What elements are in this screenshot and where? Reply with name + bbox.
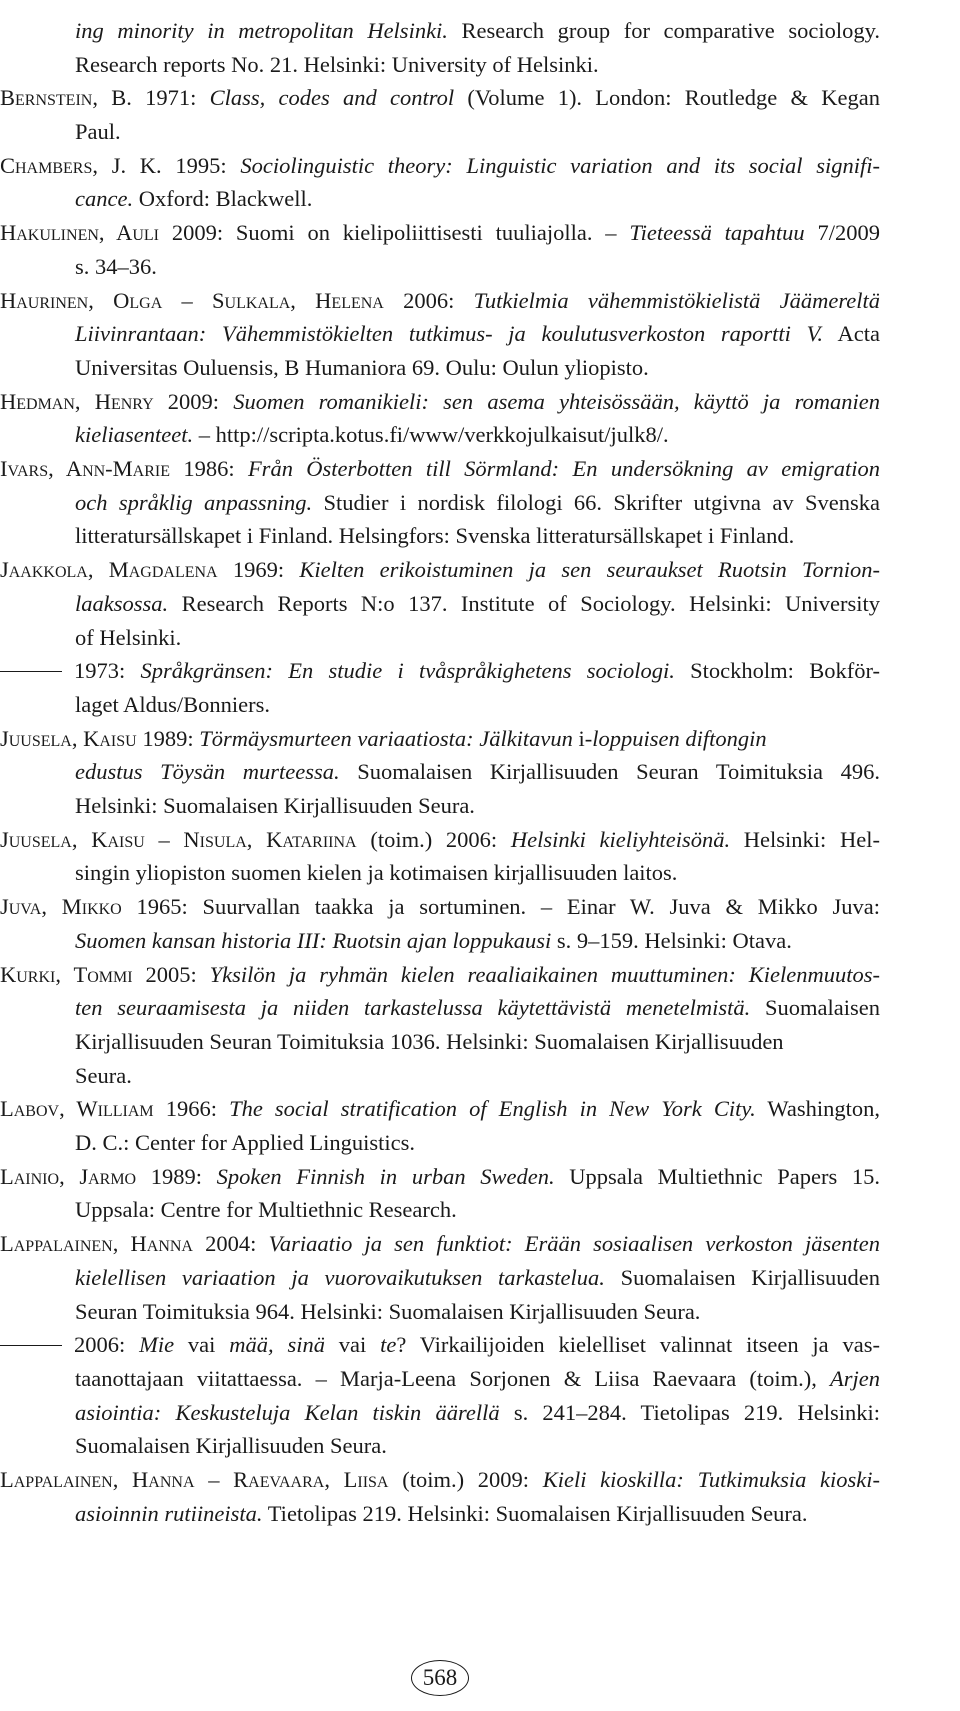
line-text: [0, 654, 880, 688]
citation-text: Studier i nordisk filologi 66. Skrifter utgivna av Svenska: [312, 489, 880, 515]
title-text: laaksossa.: [75, 590, 169, 616]
title-text: Suomen romanikieli: sen asema yhteisössään, käyttö ja romanien: [233, 388, 880, 414]
line-text: [75, 1429, 387, 1463]
citation-text: taanottajaan viitattaessa. – Marja-Leena Sorjonen & Liisa Raevaara (toim.),: [75, 1365, 830, 1391]
citation-text: 1989:: [136, 1163, 217, 1189]
citation-text: s. 241–284. Tietolipas 219. Helsinki:: [499, 1399, 880, 1425]
entry-line: [75, 1059, 880, 1093]
line-text: [75, 587, 880, 621]
citation-text: 1965: Suurvallan taakka ja sortuminen. – Einar W. Juva & Mikko Juva:: [121, 894, 881, 920]
line-text: [0, 81, 880, 115]
entry-line: [75, 1429, 880, 1463]
title-text: cance.: [75, 186, 134, 212]
line-text: [0, 1227, 880, 1261]
citation-text: Helsinki: Hel-: [730, 826, 880, 852]
citation-text: 1986:: [170, 456, 248, 482]
title-text: ing minority in metropolitan Helsinki.: [75, 18, 448, 43]
author-name: Jaakkola, Magdalena: [0, 557, 218, 583]
title-text: Spoken Finnish in urban Sweden.: [216, 1163, 555, 1189]
citation-text: Research Reports N:o 137. Institute of Sociology. Helsinki: University: [168, 590, 880, 616]
citation-text: s. 34–36.: [75, 253, 157, 279]
title-text: kieliasenteet.: [75, 422, 194, 448]
entry-line: [0, 1092, 880, 1126]
author-name: Labov, William: [0, 1096, 154, 1122]
citation-text: (toim.) 2006:: [356, 826, 511, 852]
title-text: Liivinrantaan: Vähemmistökielten tutkimus- ja koulutusverkoston raportti V.: [75, 321, 824, 347]
line-text: [75, 1261, 880, 1295]
author-name: Juva, Mikko: [0, 894, 122, 920]
title-text: och språklig anpassning.: [75, 489, 313, 515]
author-name: Hedman, Henry: [0, 388, 154, 414]
citation-text: 2005:: [132, 961, 210, 987]
title-text: asiointia: Keskusteluja Kelan tiskin äärellä: [75, 1399, 500, 1425]
citation-text: Kirjallisuuden Seuran Toimituksia 1036. Helsinki: Suomalaisen Kirjallisuuden: [75, 1028, 784, 1054]
line-text: [75, 1025, 784, 1059]
title-text: loppuisen diftongin: [592, 725, 767, 751]
line-text: [0, 823, 880, 857]
entry-line: [75, 755, 880, 789]
citation-text: Stockholm: Bokför-: [674, 658, 880, 684]
line-text: [75, 856, 677, 890]
entry-line: [75, 351, 880, 385]
citation-text: s. 9–159. Helsinki: Otava.: [551, 927, 792, 953]
entry-line: [75, 250, 880, 284]
entry-line: [75, 688, 880, 722]
title-text: Tieteessä tapahtuu: [629, 220, 805, 246]
citation-text: Suomalaisen Kirjallisuuden Seuran Toimituksia 496.: [339, 759, 880, 785]
author-name: Haurinen, Olga – Sulkala, Helena: [0, 287, 384, 313]
citation-text: 1973:: [74, 658, 141, 684]
line-text: [0, 1160, 880, 1194]
entry-line: [0, 1160, 880, 1194]
line-text: [0, 1463, 880, 1497]
entry-line: [75, 14, 880, 48]
citation-text: 2006:: [74, 1332, 140, 1358]
author-name: Juusela, Kaisu: [0, 725, 137, 751]
entry-line: [75, 587, 880, 621]
citation-text: 1989:: [136, 725, 200, 751]
title-text: Mie: [139, 1332, 175, 1358]
citation-text: 2004:: [192, 1231, 269, 1257]
entry-line: [75, 789, 880, 823]
entry-line: [75, 1193, 880, 1227]
citation-text: D. C.: Center for Applied Linguistics.: [75, 1130, 415, 1156]
entry-line: [75, 317, 880, 351]
line-text: [75, 991, 880, 1025]
repeat-author-dash: [0, 1345, 62, 1346]
citation-text: Universitas Ouluensis, B Humaniora 69. Oulu: Oulun yliopisto.: [75, 354, 649, 380]
title-text: asioinnin rutiineista.: [75, 1500, 263, 1526]
line-text: [0, 958, 880, 992]
page-number: 568: [411, 1660, 469, 1696]
citation-text: Seura.: [75, 1062, 132, 1088]
title-text: Kieli kioskilla: Tutkimuksia kioski-: [542, 1467, 880, 1493]
line-text: [0, 722, 767, 756]
author-name: Chambers, J. K.: [0, 152, 162, 178]
line-text: [75, 1193, 457, 1227]
line-text: [75, 1295, 700, 1329]
entry-line: [75, 1025, 880, 1059]
title-text: Variaatio ja sen funktiot: Erään sosiaalisen verkoston jäsenten: [268, 1231, 880, 1257]
entry-line: [0, 452, 880, 486]
entry-line: [75, 182, 880, 216]
entry-line: [0, 722, 880, 756]
entry-line: [0, 890, 880, 924]
line-text: [75, 48, 599, 82]
line-text: [75, 250, 157, 284]
line-text: [75, 418, 669, 452]
entry-line: [75, 856, 880, 890]
citation-text: of Helsinki.: [75, 624, 182, 650]
entry-line: [75, 1295, 880, 1329]
citation-text: Suomalaisen: [750, 995, 881, 1021]
title-text: te: [380, 1332, 397, 1358]
entry-line: [0, 1227, 880, 1261]
line-text: [75, 351, 649, 385]
citation-text: 2006:: [383, 287, 474, 313]
entry-line: [0, 553, 880, 587]
title-text: kielellisen variaation ja vuorovaikutuksen tarkastelua.: [75, 1264, 605, 1290]
entry-line: [0, 1463, 880, 1497]
title-text: mää, sinä: [229, 1332, 325, 1358]
title-text: Från Österbotten till Sörmland: En undersökning av emigration: [247, 456, 880, 482]
entry-line: [0, 216, 880, 250]
entry-line: [75, 1497, 880, 1531]
citation-text: Seuran Toimituksia 964. Helsinki: Suomalaisen Kirjallisuuden Seura.: [75, 1298, 701, 1324]
title-text: ten seuraamisesta ja niiden tarkastelussa käytettävistä menetelmistä.: [75, 995, 751, 1021]
line-text: [75, 755, 880, 789]
citation-text: 2009: Suomi on kielipoliittisesti tuuliajolla. –: [159, 220, 630, 246]
author-name: Lainio, Jarmo: [0, 1163, 137, 1189]
entry-line: [75, 1362, 880, 1396]
citation-text: Research reports No. 21. Helsinki: University of Helsinki.: [75, 51, 599, 77]
citation-text: i-: [572, 725, 593, 751]
author-name: Lappalainen, Hanna: [0, 1231, 193, 1257]
title-text: Kielten erikoistuminen ja sen seuraukset Ruotsin Tornion-: [299, 557, 880, 583]
citation-text: 1971:: [131, 85, 210, 111]
citation-text: Acta: [823, 321, 880, 347]
citation-text: laget Aldus/Bonniers.: [75, 691, 270, 717]
citation-text: Uppsala Multiethnic Papers 15.: [554, 1163, 881, 1189]
line-text: [75, 688, 270, 722]
line-text: [75, 486, 880, 520]
citation-text: 2009:: [153, 388, 234, 414]
citation-text: Washington,: [755, 1096, 880, 1122]
citation-text: Uppsala: Centre for Multiethnic Research.: [75, 1197, 457, 1223]
line-text: [75, 519, 794, 553]
author-name: Juusela, Kaisu – Nisula, Katariina: [0, 826, 357, 852]
line-text: [75, 182, 312, 216]
entry-line: [75, 486, 880, 520]
entry-line: [75, 48, 880, 82]
entry-line: [75, 1396, 880, 1430]
citation-text: 1966:: [153, 1096, 230, 1122]
entry-line: [0, 81, 880, 115]
entry-line: [0, 385, 880, 419]
title-text: Class, codes and control: [209, 85, 455, 111]
entry-line: [0, 149, 880, 183]
citation-text: Oxford: Blackwell.: [133, 186, 313, 212]
entry-line: [0, 284, 880, 318]
title-text: Törmäysmurteen variaatiosta: Jälkitavun: [199, 725, 573, 751]
line-text: [75, 115, 121, 149]
citation-text: (Volume 1). London: Routledge & Kegan: [454, 85, 880, 111]
entry-line: [75, 924, 880, 958]
line-text: [75, 1396, 880, 1430]
line-text: [0, 1328, 880, 1362]
author-name: Hakulinen, Auli: [0, 220, 160, 246]
citation-text: 7/2009: [804, 220, 881, 246]
line-text: [0, 149, 880, 183]
title-text: Suomen kansan historia III: Ruotsin ajan loppukausi: [75, 927, 552, 953]
citation-text: (toim.) 2009:: [388, 1467, 543, 1493]
title-text: Tutkielmia vähemmistökielistä Jäämereltä: [473, 287, 880, 313]
entry-line: [75, 418, 880, 452]
line-text: [75, 1362, 880, 1396]
line-text: [0, 216, 880, 250]
entry-line: [75, 1126, 880, 1160]
line-text: [0, 452, 880, 486]
author-name: Ivars, Ann-Marie: [0, 456, 171, 482]
line-text: [75, 1497, 807, 1531]
entry-line: [0, 958, 880, 992]
author-name: Lappalainen, Hanna – Raevaara, Liisa: [0, 1467, 389, 1493]
citation-text: Paul.: [75, 119, 121, 145]
entry-line: [75, 621, 880, 655]
title-text: Yksilön ja ryhmän kielen reaaliaikainen muuttuminen: Kielenmuutos-: [209, 961, 880, 987]
repeat-author-dash: [0, 671, 62, 672]
citation-text: 1969:: [217, 557, 300, 583]
entry-line: [0, 823, 880, 857]
citation-text: litteratursällskapet i Finland. Helsingfors: Svenska litteratursällskapet i Finland.: [75, 523, 795, 549]
author-name: Bernstein, B.: [0, 85, 132, 111]
title-text: The social stratification of English in New York City.: [229, 1096, 756, 1122]
citation-text: Tietolipas 219. Helsinki: Suomalaisen Kirjallisuuden Seura.: [262, 1500, 808, 1526]
entry-line: [75, 991, 880, 1025]
entry-line: [0, 1328, 880, 1362]
entry-line: [75, 1261, 880, 1295]
citation-text: Suomalaisen Kirjallisuuden Seura.: [75, 1433, 387, 1459]
line-text: [0, 890, 880, 924]
line-text: [75, 1126, 415, 1160]
title-text: edustus Töysän murteessa.: [75, 759, 340, 785]
line-text: [0, 385, 880, 419]
line-text: [75, 621, 181, 655]
title-text: Sociolinguistic theory: Linguistic variation and its social signifi-: [240, 152, 880, 178]
citation-text: Suomalaisen Kirjallisuuden: [604, 1264, 880, 1290]
line-text: [0, 1092, 880, 1126]
line-text: [75, 1059, 132, 1093]
citation-text: ? Virkailijoiden kielelliset valinnat itseen ja vas-: [396, 1332, 880, 1358]
title-text: Helsinki kieliyhteisönä.: [510, 826, 731, 852]
line-text: [0, 553, 880, 587]
citation-text: 1995:: [161, 152, 241, 178]
title-text: Arjen: [830, 1365, 880, 1391]
line-text: [0, 284, 880, 318]
line-text: [75, 317, 880, 351]
citation-text: Helsinki: Suomalaisen Kirjallisuuden Seura.: [75, 793, 475, 819]
title-text: Språkgränsen: En studie i tvåspråkighetens sociologi.: [140, 658, 675, 684]
citation-text: – http://scripta.kotus.fi/www/verkkojulkaisut/julk8/.: [193, 422, 669, 448]
entry-line: [0, 654, 880, 688]
author-name: Kurki, Tommi: [0, 961, 133, 987]
line-text: [75, 789, 475, 823]
citation-text: vai: [324, 1332, 381, 1358]
citation-text: Research group for comparative sociology.: [447, 18, 880, 43]
citation-text: vai: [174, 1332, 230, 1358]
line-text: [75, 924, 792, 958]
entry-line: [75, 115, 880, 149]
line-text: [75, 14, 880, 48]
citation-text: singin yliopiston suomen kielen ja kotimaisen kirjallisuuden laitos.: [75, 860, 678, 886]
entry-line: [75, 519, 880, 553]
